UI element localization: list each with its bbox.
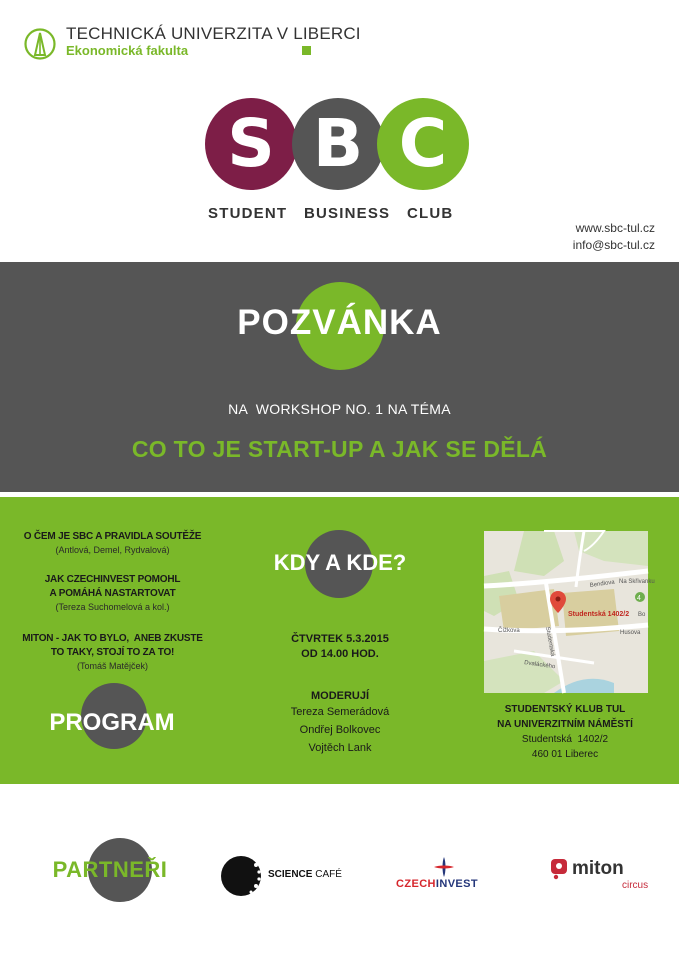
program-item	[10, 632, 215, 673]
moderator-name: Ondřej Bolkovec	[299, 724, 381, 736]
science-cafe-logo-text: SCIENCE CAFÉ	[268, 869, 342, 880]
miton-logo-icon	[550, 858, 570, 880]
email-link[interactable]: info@sbc-tul.cz	[572, 238, 655, 252]
map-street-label: Husova	[620, 630, 641, 636]
program-item	[10, 573, 215, 614]
tul-square-mark	[302, 46, 311, 55]
event-datetime	[240, 632, 440, 662]
map-street-label: Dvaláckého	[523, 660, 556, 671]
workshop-topic: CO TO JE START-UP A JAK SE DĚLÁ	[131, 436, 548, 462]
partners-heading: PARTNEŘI	[52, 857, 168, 882]
program-item-title: MITON - JAK TO BYLO, ANEB ZKUSTE TO TAKY, STOJÍ TO ZA TO!	[22, 633, 203, 658]
program-item-author: (Tereza Suchomelová a kol.)	[55, 602, 170, 612]
program-item-title: O ČEM JE SBC A PRAVIDLA SOUTĚŽE	[23, 531, 202, 542]
location-map[interactable]	[484, 531, 655, 693]
czechinvest-logo-icon	[432, 855, 456, 879]
venue-street: Studentská 1402/2	[521, 734, 609, 745]
invitation-subtitle: NA WORKSHOP NO. 1 NA TÉMA	[228, 401, 451, 417]
venue-name-line2: NA UNIVERZITNÍM NÁMĚSTÍ	[497, 719, 633, 730]
map-street-label: Bendlova	[589, 579, 616, 589]
map-badge: 4	[637, 595, 641, 602]
sbc-logo-b: B	[292, 98, 384, 190]
moderators-list	[240, 706, 440, 766]
program-list	[10, 530, 215, 680]
faculty-name: Ekonomická fakulta	[66, 43, 189, 58]
map-graphic	[484, 531, 655, 693]
program-item-author: (Tomáš Matějček)	[76, 661, 148, 671]
university-name: TECHNICKÁ UNIVERZITA V LIBERCI	[66, 24, 361, 43]
invitation-title: POZVÁNKA	[237, 303, 442, 342]
program-item-author: (Antlová, Demel, Rydvalová)	[55, 545, 170, 555]
venue-address	[470, 702, 660, 762]
venue-city: 460 01 Liberec	[531, 749, 599, 760]
miton-logo-subtext: circus	[622, 880, 649, 891]
moderator-name: Tereza Semerádová	[290, 706, 390, 718]
website-link[interactable]: www.sbc-tul.cz	[575, 221, 655, 235]
map-edge-label: Bo	[638, 612, 646, 618]
moderator-name: Vojtěch Lank	[308, 742, 372, 754]
program-item-title: JAK CZECHINVEST POMOHL A POMÁHÁ NASTARTOVAT	[44, 574, 181, 599]
program-item	[10, 530, 215, 557]
map-street-label: Studentská	[544, 626, 556, 657]
when-where-heading: KDY A KDE?	[273, 550, 407, 575]
contact-block	[573, 220, 655, 254]
science-cafe-logo-icon	[220, 855, 262, 897]
event-date: ČTVRTEK 5.3.2015	[291, 633, 389, 645]
map-street-label: Čížkova	[498, 628, 520, 634]
event-time: OD 14.00 HOD.	[301, 648, 379, 660]
sbc-logo-c: C	[377, 98, 469, 190]
program-heading: PROGRAM	[49, 709, 175, 736]
sbc-logo-s: S	[205, 98, 297, 190]
map-marker-label: Studentská 1402/2	[568, 611, 630, 618]
map-street-label: Na Skřivanku	[619, 579, 655, 585]
moderators-heading: MODERUJÍ	[310, 690, 370, 702]
czechinvest-logo-text: CZECHINVEST	[396, 878, 479, 890]
miton-logo-text: miton	[572, 858, 624, 879]
club-name: STUDENT BUSINESS CLUB	[208, 205, 454, 222]
venue-name-line1: STUDENTSKÝ KLUB TUL	[504, 704, 626, 715]
tul-logo-icon	[24, 28, 56, 60]
